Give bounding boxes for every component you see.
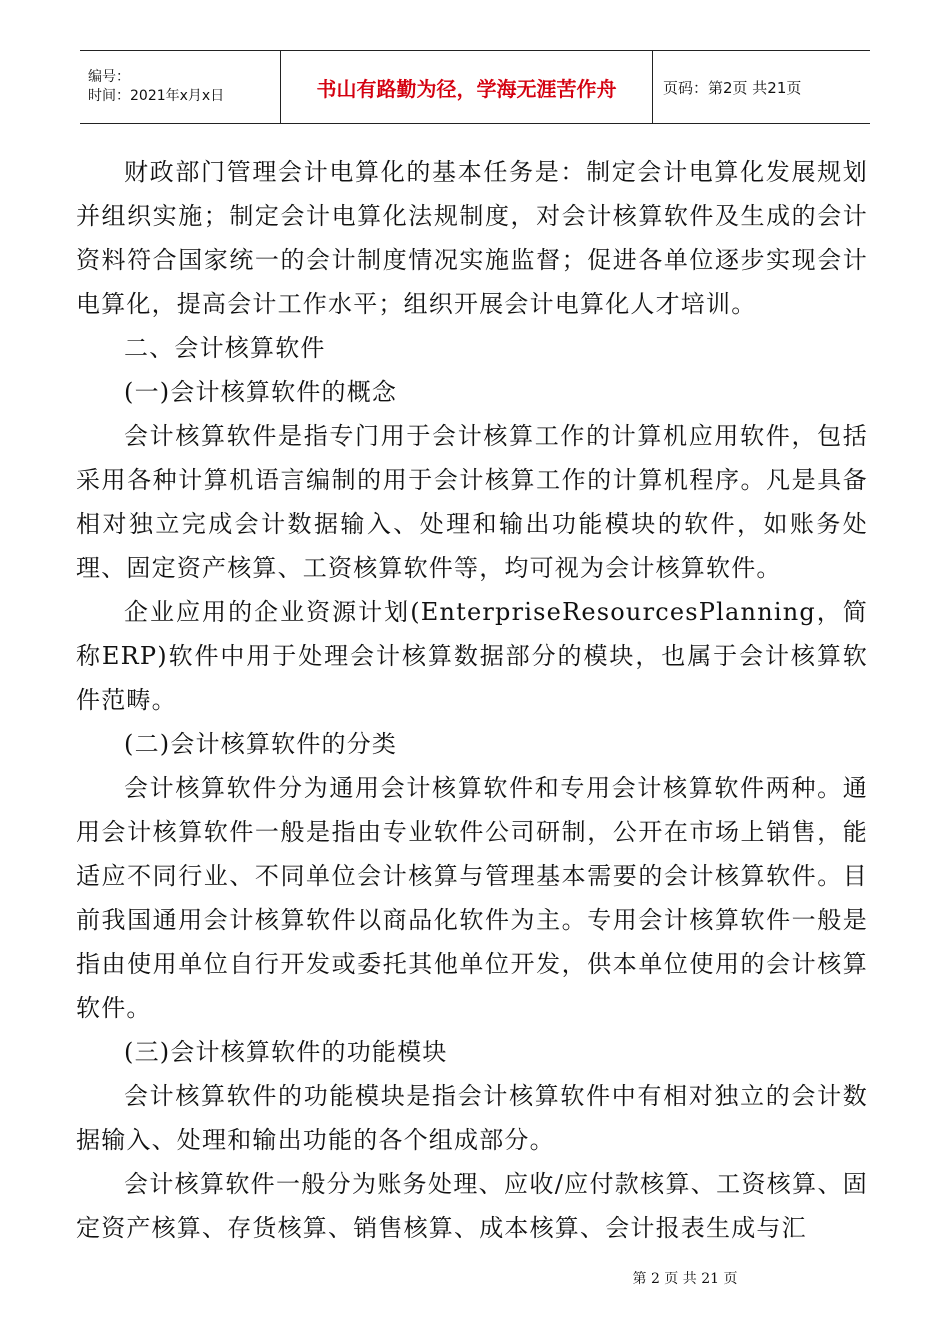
motto-text: 书山有路勤为径，学海无涯苦作舟 [316, 76, 617, 101]
paragraph: 财政部门管理会计电算化的基本任务是：制定会计电算化发展规划并组织实施；制定会计电算化法规制度，对会计核算软件及生成的会计资料符合国家统一的会计制度情况实施监督；促进各单位逐步实现会计电算化，提高会计工作水平；组织开展会计电算化人才培训。 [76, 158, 868, 318]
subsection-heading: (一)会计核算软件的概念 [124, 378, 398, 406]
paragraph: 企业应用的企业资源计划(EnterpriseResourcesPlanning，简称ERP)软件中用于处理会计核算数据部分的模块，也属于会计核算软件范畴。 [76, 598, 868, 714]
document-date: 时间：2021年x月x日 [88, 88, 225, 104]
paragraph: 会计核算软件分为通用会计核算软件和专用会计核算软件两种。通用会计核算软件一般是指由专业软件公司研制，公开在市场上销售，能适应不同行业、不同单位会计核算与管理基本需要的会计核算软件。目前我国通用会计核算软件以商品化软件为主。专用会计核算软件一般是指由使用单位自行开发或委托其他单位开发，供本单位使用的会计核算软件。 [76, 774, 868, 1022]
paragraph: 会计核算软件是指专门用于会计核算工作的计算机应用软件，包括采用各种计算机语言编制的用于会计核算工作的计算机程序。凡是具备相对独立完成会计数据输入、处理和输出功能模块的软件，如账务处理、固定资产核算、工资核算软件等，均可视为会计核算软件。 [76, 422, 868, 582]
section-heading: 二、会计核算软件 [124, 334, 326, 362]
header-page-info [653, 51, 870, 123]
paragraph: 会计核算软件的功能模块是指会计核算软件中有相对独立的会计数据输入、处理和输出功能的各个组成部分。 [76, 1082, 868, 1154]
footer-page-number: 第 2 页 共 21 页 [632, 1271, 738, 1287]
document-body [76, 150, 868, 1250]
subsection-heading: (三)会计核算软件的功能模块 [124, 1038, 448, 1066]
subsection-heading: (二)会计核算软件的分类 [124, 730, 398, 758]
page-info-text: 页码：第2页 共21页 [663, 78, 802, 97]
page-footer [0, 1268, 950, 1288]
paragraph: 会计核算软件一般分为账务处理、应收/应付款核算、工资核算、固定资产核算、存货核算、销售核算、成本核算、会计报表生成与汇 [76, 1170, 868, 1242]
document-header [80, 50, 870, 124]
document-number: 编号： [88, 69, 130, 85]
header-motto [281, 51, 653, 123]
header-meta [80, 51, 281, 123]
